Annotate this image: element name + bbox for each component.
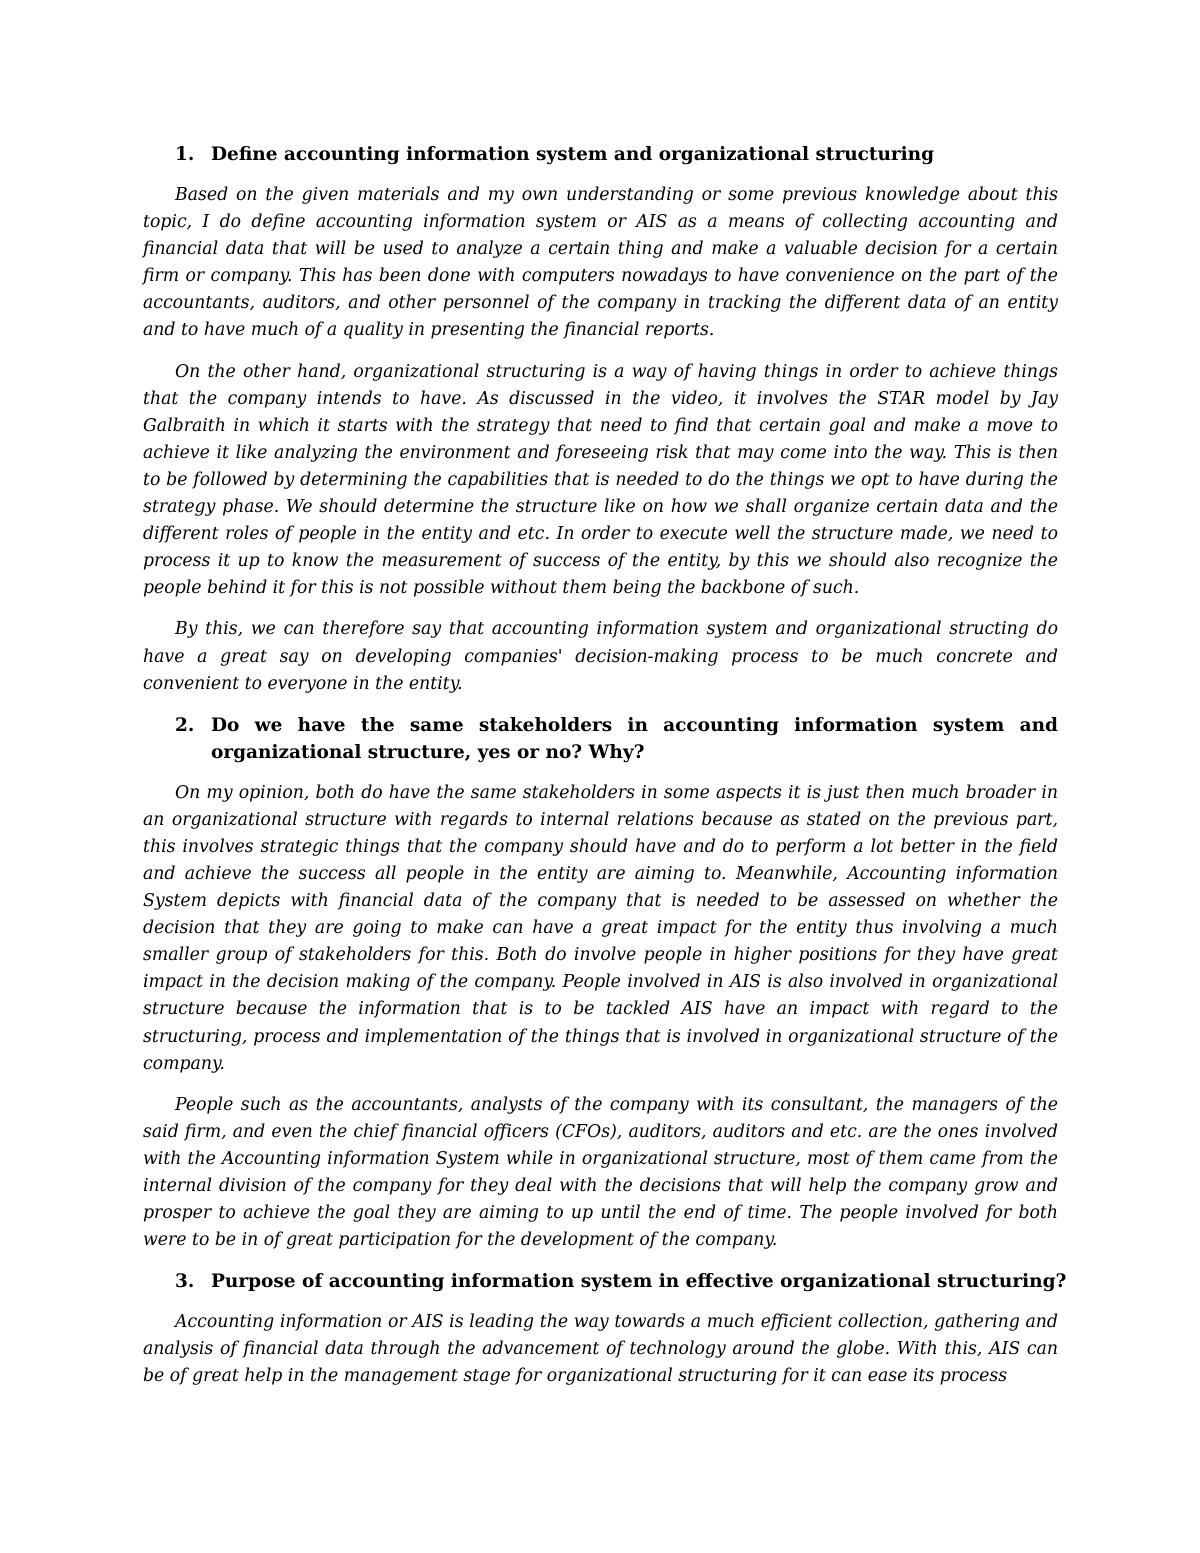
heading-number: 3. [175,1271,195,1293]
paragraph: Based on the given materials and my own understanding or some previous knowledge about this topic, I do define accounting information system or AIS as a means of collecting accounting and financial data that will be used to analyze a certain thing and make a valuable decision for a certain firm or company. This has been done with computers nowadays to have convenience on the part of the accountants, auditors, and other personnel of the company in tracking the different data of an entity and to have much of a quality in presenting the financial reports. [143,185,1058,341]
heading-text: Define accounting information system and organizational structuring [211,144,935,165]
section-heading-2 [143,712,1058,766]
heading-number: 2. [175,714,195,736]
paragraph: People such as the accountants, analysts of the company with its consultant, the managers of the said firm, and even the chief financial officers (CFOs), auditors, auditors and etc. are the ones involved with the Accounting information System while in organizational structure, most of them came from the internal division of the company for they deal with the decisions that will help the company grow and prosper to achieve the goal they are aiming to up until the end of time. The people involved for both were to be in of great participation for the development of the company. [143,1094,1058,1251]
paragraph: Accounting information or AIS is leading the way towards a much efficient collection, gathering and analysis of financial data through the advancement of technology around the globe. With this, AIS can be of great help in the management stage for organizational structuring for it can ease its process [143,1312,1058,1387]
heading-text: Purpose of accounting information system in effective organizational structuring? [211,1271,1067,1293]
heading-number: 1. [175,144,195,165]
section-heading-1 [143,141,1058,168]
paragraph: On the other hand, organizational structuring is a way of having things in order to achieve things that the company intends to have. As discussed in the video, it involves the STAR model by Jay Galbraith in which it starts with the strategy that need to find that certain goal and make a move to achieve it like analyzing the environment and foreseeing risk that may come into the way. This is then to be followed by determining the capabilities that is needed to do the things we opt to have during the strategy phase. We should determine the structure like on how we shall organize certain data and the different roles of people in the entity and etc. In order to execute well the structure made, we need to process it up to know the measurement of success of the entity, by this we should also recognize the people behind it for this is not possible without them being the backbone of such. [143,361,1058,599]
paragraph: By this, we can therefore say that accounting information system and organizational structing do have a great say on developing companies' decision-making process to be much concrete and convenient to everyone in the entity. [143,619,1058,694]
heading-text: Do we have the same stakeholders in accounting information system and organizational structure, yes or no? Why? [211,714,1058,763]
document-page [143,141,1067,1391]
paragraph: On my opinion, both do have the same stakeholders in some aspects it is just then much broader in an organizational structure with regards to internal relations because as stated on the previous part, this involves strategic things that the company should have and do to perform a lot better in the field and achieve the success all people in the entity are aiming to. Meanwhile, Accounting information System depicts with financial data of the company that is needed to be assessed on whether the decision that they are going to make can have a great impact for the entity thus involving a much smaller group of stakeholders for this. Both do involve people in higher positions for they have great impact in the decision making of the company. People involved in AIS is also involved in organizational structure because the information that is to be tackled AIS have an impact with regard to the structuring, process and implementation of the things that is involved in organizational structure of the company. [143,782,1058,1074]
section-heading-3 [143,1268,1067,1295]
